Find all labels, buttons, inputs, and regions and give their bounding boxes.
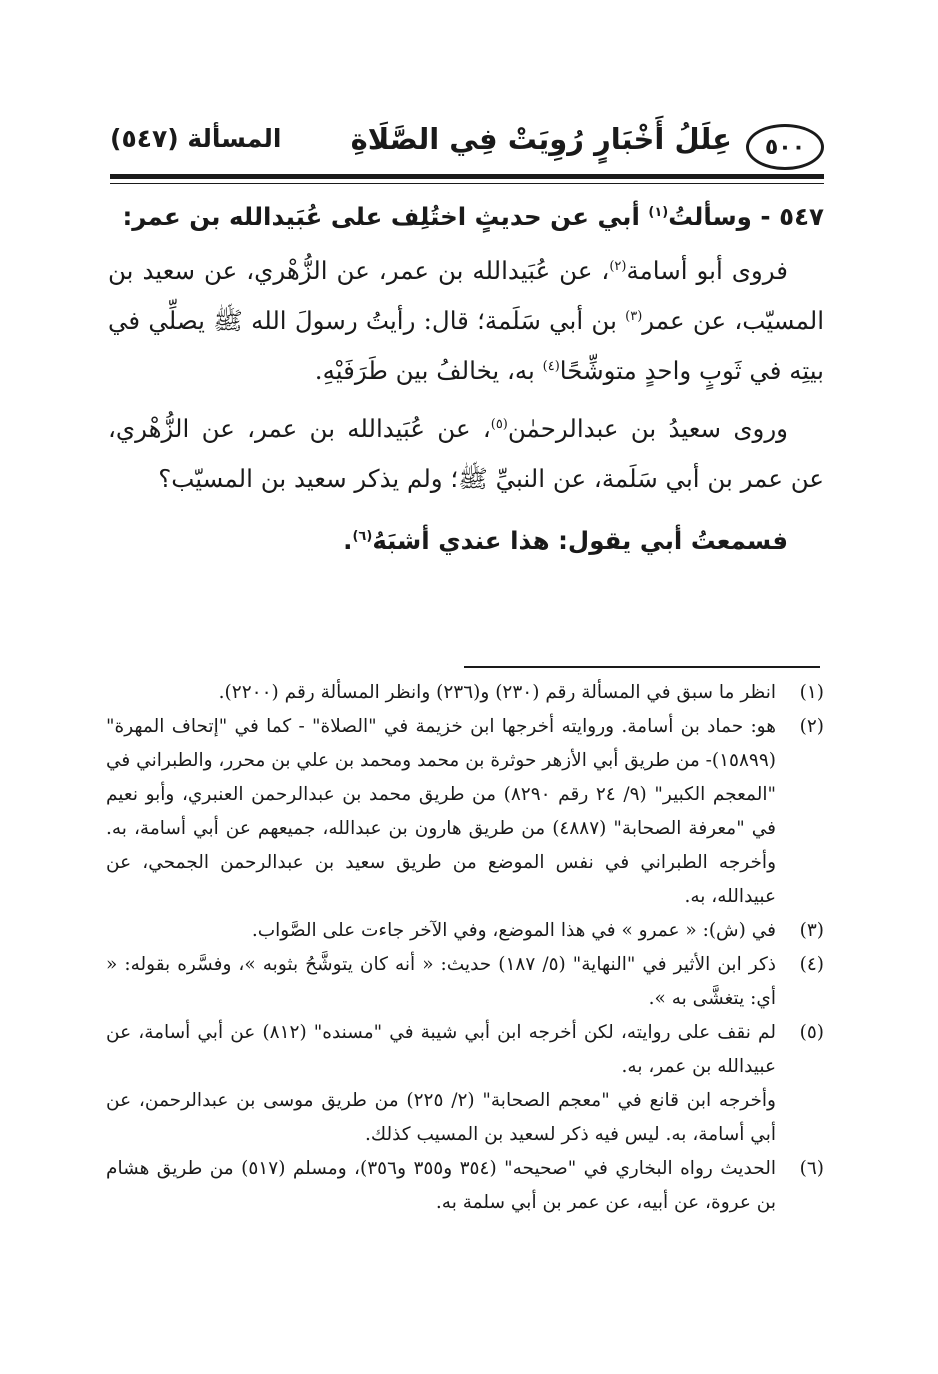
question-heading: ٥٤٧ - وسألتُ$^{(١)}$ أبي عن حديثٍ اختُلِف على عُبَيدالله بن عمر:	[122, 202, 824, 231]
footnote-number: (٣)	[799, 920, 824, 941]
footnote-text: هو: حماد بن أسامة. وروايته أخرجها ابن خزيمة في "الصلاة" - كما في "إتحاف المهرة" (١٥٨٩٩)- من طريق أبي الأزهر حوثرة بن محمد ومحمد بن علي بن محرر، والطبراني في "المعجم الكبير" (٩/ ٢٤ رقم ٨٢٩٠) من طريق محمد بن عبدالرحمن العنبري، وأبو نعيم في "معرفة الصحابة" (٤٨٨٧) من طريق هارون بن عبدالله، جميعهم عن أبي أسامة، به. وأخرجه الطبراني في نفس الموضع من طريق سعيد بن عبدالرحمن الجمحي، عن عبيدالله، به.	[106, 716, 776, 907]
footnote-text: ذكر ابن الأثير في "النهاية" (٥/ ١٨٧) حديث: « أنه كان يتوشَّحُ بثوبه »، وفسَّره بقوله: « أي: يتغشَّى به ».	[106, 954, 776, 1009]
footnote-separator	[464, 666, 820, 668]
footnote-number: (٦)	[799, 1158, 824, 1179]
footnote-4	[106, 948, 824, 1016]
footnote-2	[106, 710, 824, 914]
paragraph-said: وروى سعيدُ بن عبدالرحمٰن$^{(٥)}$، عن عُبَيدالله بن عمر، عن الزُّهْري، عن عمر بن أبي سَلَمة، عن النبيِّ ﷺ؛ ولم يذكر سعيد بن المسيّب؟	[108, 414, 824, 493]
footnote-3	[106, 914, 824, 948]
footnote-5	[106, 1016, 824, 1152]
footnote-1	[106, 676, 824, 710]
footnote-number: (٤)	[799, 954, 824, 975]
footnote-number: (٥)	[799, 1022, 824, 1043]
footnote-6	[106, 1152, 824, 1220]
footnote-text: لم نقف على روايته، لكن أخرجه ابن أبي شيبة في "مسنده" (٨١٢) عن أبي أسامة، عن عبيدالله بن عمر، به.	[106, 1022, 776, 1077]
masala-label: المسألة (٥٤٧)	[110, 124, 282, 153]
conclusion: فسمعتُ أبي يقول: هذا عندي أشبَهُ$^{(٦)}$.	[343, 526, 788, 555]
page-header	[110, 118, 824, 174]
footnote-number: (٢)	[799, 716, 824, 737]
footnote-text: انظر ما سبق في المسألة رقم (٢٣٠) و(٢٣٦) وانظر المسألة رقم (٢٢٠٠).	[218, 682, 776, 703]
footnote-ref-5[interactable]: (٥)	[490, 416, 508, 432]
footnote-ref-2[interactable]: (٢)	[609, 258, 627, 274]
header-rule-thick	[110, 174, 824, 179]
footnote-text: في (ش): « عمرو » في هذا الموضع، وفي الآخر جاءت على الصَّواب.	[251, 920, 776, 941]
paragraph-abu-usama: فروى أبو أسامة$^{(٢)}$، عن عُبَيدالله بن عمر، عن الزُّهْري، عن سعيد بن المسيّب، عن عمر$^{(٣)}$ بن أبي سَلَمة؛ قال: رأيتُ رسولَ الله ﷺ يصلِّي في بيتِه في ثَوبٍ واحدٍ متوشِّحًا$^{(٤)}$ به، يخالفُ بين طَرَفَيْهِ.	[108, 256, 824, 385]
page-number: ٥٠٠	[746, 124, 824, 170]
footnote-text: الحديث رواه البخاري في "صحيحه" (٣٥٤ و٣٥٥ و٣٥٦)، ومسلم (٥١٧) من طريق هشام بن عروة، عن أبيه، عن عمر بن أبي سلمة به.	[106, 1158, 776, 1213]
running-title: عِلَلُ أَخْبَارٍ رُوِيَتْ فِي الصَّلَاةِ	[350, 122, 732, 156]
main-text	[108, 192, 824, 566]
footnote-ref-1[interactable]: (١)	[648, 204, 669, 220]
footnote-ref-6[interactable]: (٦)	[352, 528, 373, 544]
footnote-ref-4[interactable]: (٤)	[542, 358, 560, 374]
footnote-number: (١)	[799, 682, 824, 703]
footnote-ref-3[interactable]: (٣)	[625, 308, 643, 324]
footnotes	[106, 676, 824, 1220]
footnote-text: وأخرجه ابن قانع في "معجم الصحابة" (٢/ ٢٢٥) من طريق موسى بن عبدالرحمن، عن أبي أسامة، به. ليس فيه ذكر لسعيد بن المسيب كذلك.	[106, 1090, 776, 1145]
header-rule-thin	[110, 183, 824, 184]
